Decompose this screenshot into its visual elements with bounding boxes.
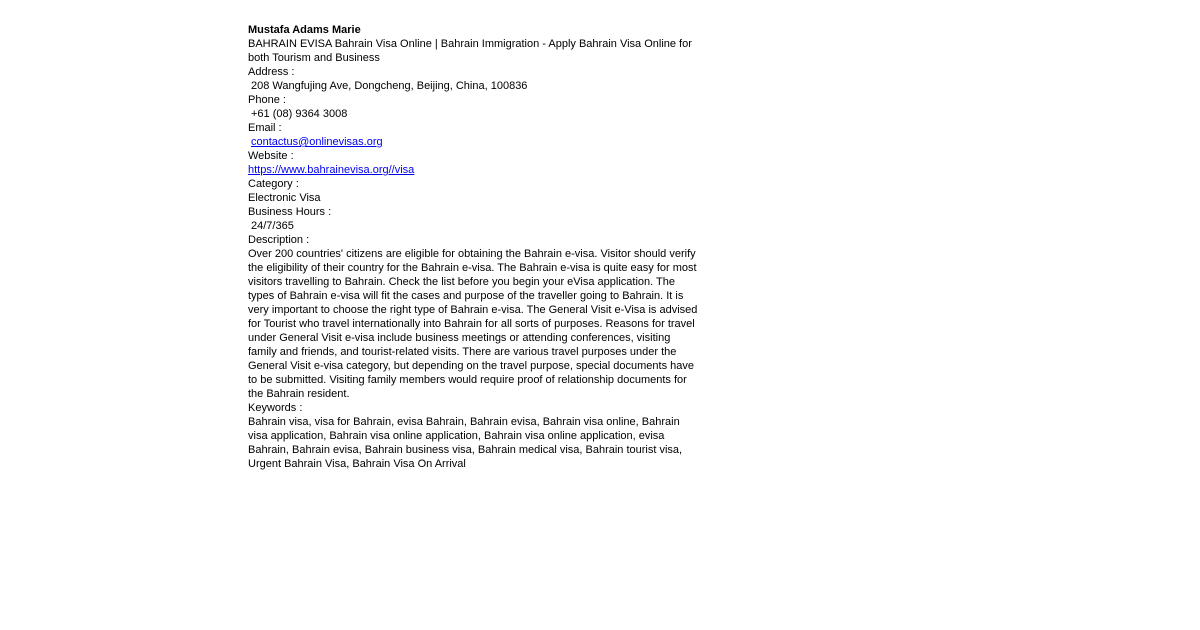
- business-hours-value: 24/7/365: [251, 220, 294, 232]
- email-row: [248, 135, 700, 149]
- business-hours-label: Business Hours :: [248, 206, 332, 218]
- website-link[interactable]: https://www.bahrainevisa.org//visa: [248, 164, 415, 176]
- business-title: BAHRAIN EVISA Bahrain Visa Online | Bahrain Immigration - Apply Bahrain Visa Online for both Tourism and Business: [248, 38, 692, 64]
- category-value: Electronic Visa: [248, 192, 321, 204]
- category-label: Category :: [248, 178, 299, 190]
- address-value: 208 Wangfujing Ave, Dongcheng, Beijing, China, 100836: [251, 80, 528, 92]
- website-row: [248, 163, 700, 177]
- business-name: Mustafa Adams Marie: [248, 24, 361, 36]
- description-label: Description :: [248, 234, 310, 246]
- website-label: Website :: [248, 150, 294, 162]
- email-label: Email :: [248, 122, 282, 134]
- address-label: Address :: [248, 66, 295, 78]
- phone-value: +61 (08) 9364 3008: [251, 108, 348, 120]
- business-listing-card: [248, 23, 700, 471]
- keywords-label: Keywords :: [248, 402, 303, 414]
- keywords-text: Bahrain visa, visa for Bahrain, evisa Bahrain, Bahrain evisa, Bahrain visa online, Bahrain visa application, Bahrain visa online application, Bahrain visa online application, evisa Bahrain, Bahrain evisa, Bahrain business visa, Bahrain medical visa, Bahrain tourist visa, Urgent Bahrain Visa, Bahrain Visa On Arrival: [248, 416, 683, 470]
- description-text: Over 200 countries' citizens are eligible for obtaining the Bahrain e-visa. Visitor should verify the eligibility of their country for the Bahrain e-visa. The Bahrain e-visa is quite easy for most visitors travelling to Bahrain. Check the list before you begin your eVisa application. The types of Bahrain e-visa will fit the cases and purpose of the traveller going to Bahrain. It is very important to choose the right type of Bahrain e-visa. The General Visit e-Visa is advised for Tourist who travel internationally into Bahrain for all sorts of purposes. Reasons for travel under General Visit e-visa include business meetings or attending conferences, visiting family and friends, and tourist-related visits. There are various travel purposes under the General Visit e-visa category, but depending on the travel purpose, special documents have to be submitted. Visiting family members would require proof of relationship documents for the Bahrain resident.: [248, 248, 698, 400]
- email-link[interactable]: contactus@onlinevisas.org: [251, 136, 383, 148]
- phone-label: Phone :: [248, 94, 286, 106]
